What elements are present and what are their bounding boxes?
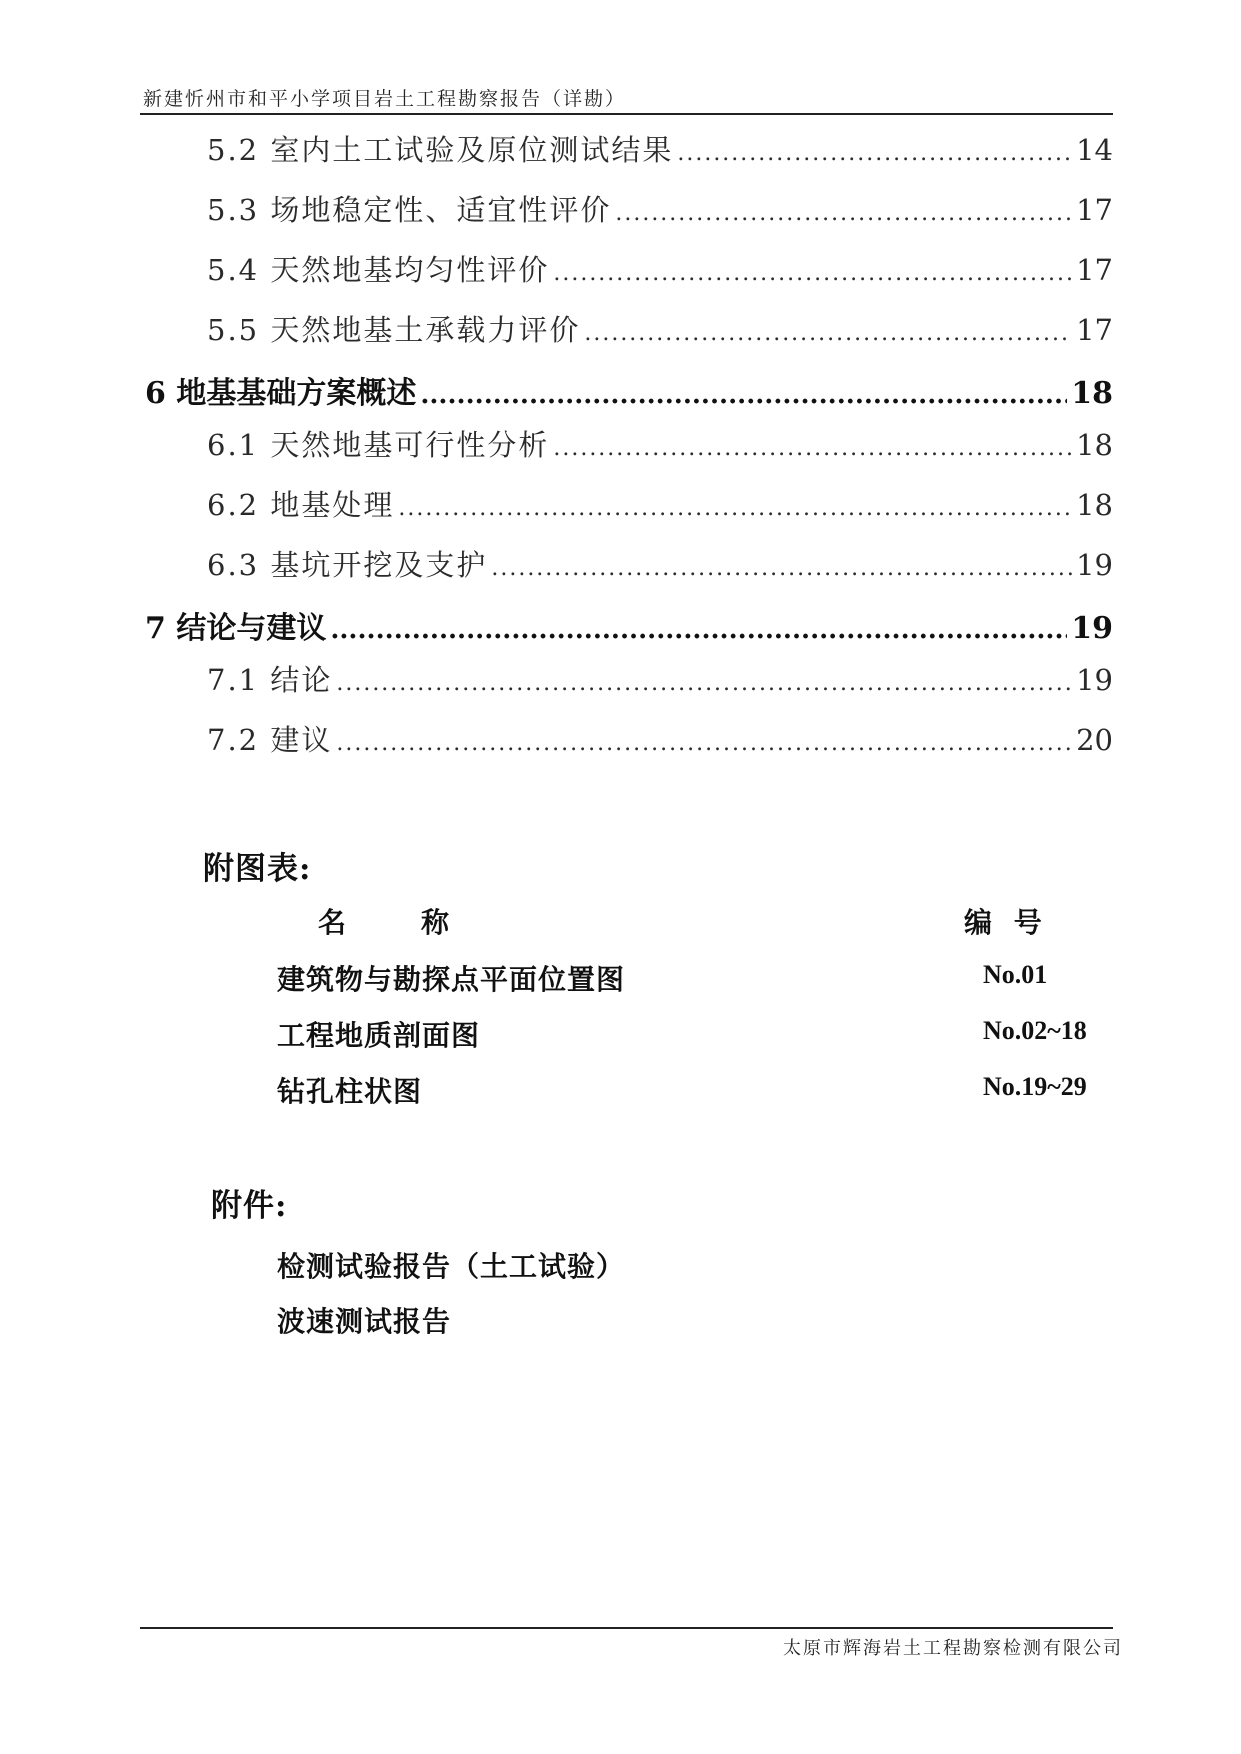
- toc-entry-label: 6.3 基坑开挖及支护: [207, 548, 488, 582]
- toc-leader-dots: [677, 133, 1072, 167]
- toc-entry-page: 19: [1076, 548, 1113, 582]
- page-header-title: 新建忻州市和平小学项目岩土工程勘察报告（详勘）: [143, 88, 627, 110]
- figure-item-number: No.19~29: [983, 1072, 1087, 1101]
- toc-leader-dots: [615, 193, 1072, 227]
- toc-entry-page: 18: [1076, 488, 1113, 522]
- toc-entry-label: 7.2 建议: [207, 723, 333, 757]
- toc-leader-dots: [491, 548, 1072, 582]
- toc-entry-page: 18: [1071, 376, 1113, 411]
- toc-entry-page: 20: [1076, 723, 1113, 757]
- toc-entry-5-2[interactable]: [207, 128, 1113, 169]
- toc-entry-label: 5.3 场地稳定性、适宜性评价: [207, 193, 612, 227]
- attachment-item: 检测试验报告（土工试验）: [277, 1250, 626, 1283]
- footer-divider: [140, 1627, 1113, 1629]
- toc-leader-dots: [420, 376, 1067, 411]
- figure-item-name: 建筑物与勘探点平面位置图: [277, 963, 626, 996]
- toc-entry-5-5[interactable]: [207, 308, 1113, 349]
- toc-entry-6-2[interactable]: [207, 483, 1113, 524]
- figures-column-name-char-1: 名: [318, 906, 347, 939]
- toc-entry-6[interactable]: [145, 368, 1113, 412]
- toc-leader-dots: [336, 723, 1072, 757]
- toc-entry-page: 17: [1076, 253, 1113, 287]
- figures-column-number: 编 号: [964, 906, 1048, 939]
- toc-entry-label: 6.1 天然地基可行性分析: [207, 428, 550, 462]
- toc-entry-page: 17: [1076, 313, 1113, 347]
- attachment-item: 波速测试报告: [277, 1305, 452, 1338]
- toc-leader-dots: [553, 428, 1072, 462]
- figure-item-name: 工程地质剖面图: [277, 1019, 481, 1052]
- toc-entry-label: 5.5 天然地基土承载力评价: [207, 313, 581, 347]
- toc-entry-page: 17: [1076, 193, 1113, 227]
- toc-entry-label: 6 地基基础方案概述: [145, 376, 417, 411]
- toc-leader-dots: [553, 253, 1072, 287]
- toc-entry-7-2[interactable]: [207, 718, 1113, 759]
- toc-entry-page: 14: [1076, 133, 1113, 167]
- figures-column-name-char-2: 称: [421, 906, 450, 939]
- toc-entry-5-4[interactable]: [207, 248, 1113, 289]
- figure-item-number: No.01: [983, 960, 1048, 989]
- toc-leader-dots: [336, 663, 1072, 697]
- toc-leader-dots: [398, 488, 1072, 522]
- toc-entry-6-1[interactable]: [207, 423, 1113, 464]
- toc-entry-7-1[interactable]: [207, 658, 1113, 699]
- figure-item-number: No.02~18: [983, 1016, 1087, 1045]
- toc-entry-page: 19: [1076, 663, 1113, 697]
- figure-item-name: 钻孔柱状图: [277, 1075, 423, 1108]
- toc-entry-label: 7 结论与建议: [145, 611, 327, 646]
- toc-leader-dots: [330, 611, 1067, 646]
- toc-entry-6-3[interactable]: [207, 543, 1113, 584]
- toc-leader-dots: [584, 313, 1072, 347]
- header-divider: [140, 113, 1113, 115]
- toc-entry-label: 7.1 结论: [207, 663, 333, 697]
- toc-entry-label: 5.4 天然地基均匀性评价: [207, 253, 550, 287]
- figures-heading: 附图表:: [203, 851, 312, 887]
- toc-entry-7[interactable]: [145, 603, 1113, 647]
- toc-entry-page: 19: [1071, 611, 1113, 646]
- toc-entry-label: 5.2 室内土工试验及原位测试结果: [207, 133, 674, 167]
- toc-entry-5-3[interactable]: [207, 188, 1113, 229]
- attachments-heading: 附件:: [211, 1188, 288, 1224]
- toc-entry-page: 18: [1076, 428, 1113, 462]
- footer-company-name: 太原市辉海岩土工程勘察检测有限公司: [783, 1638, 1123, 1659]
- toc-entry-label: 6.2 地基处理: [207, 488, 395, 522]
